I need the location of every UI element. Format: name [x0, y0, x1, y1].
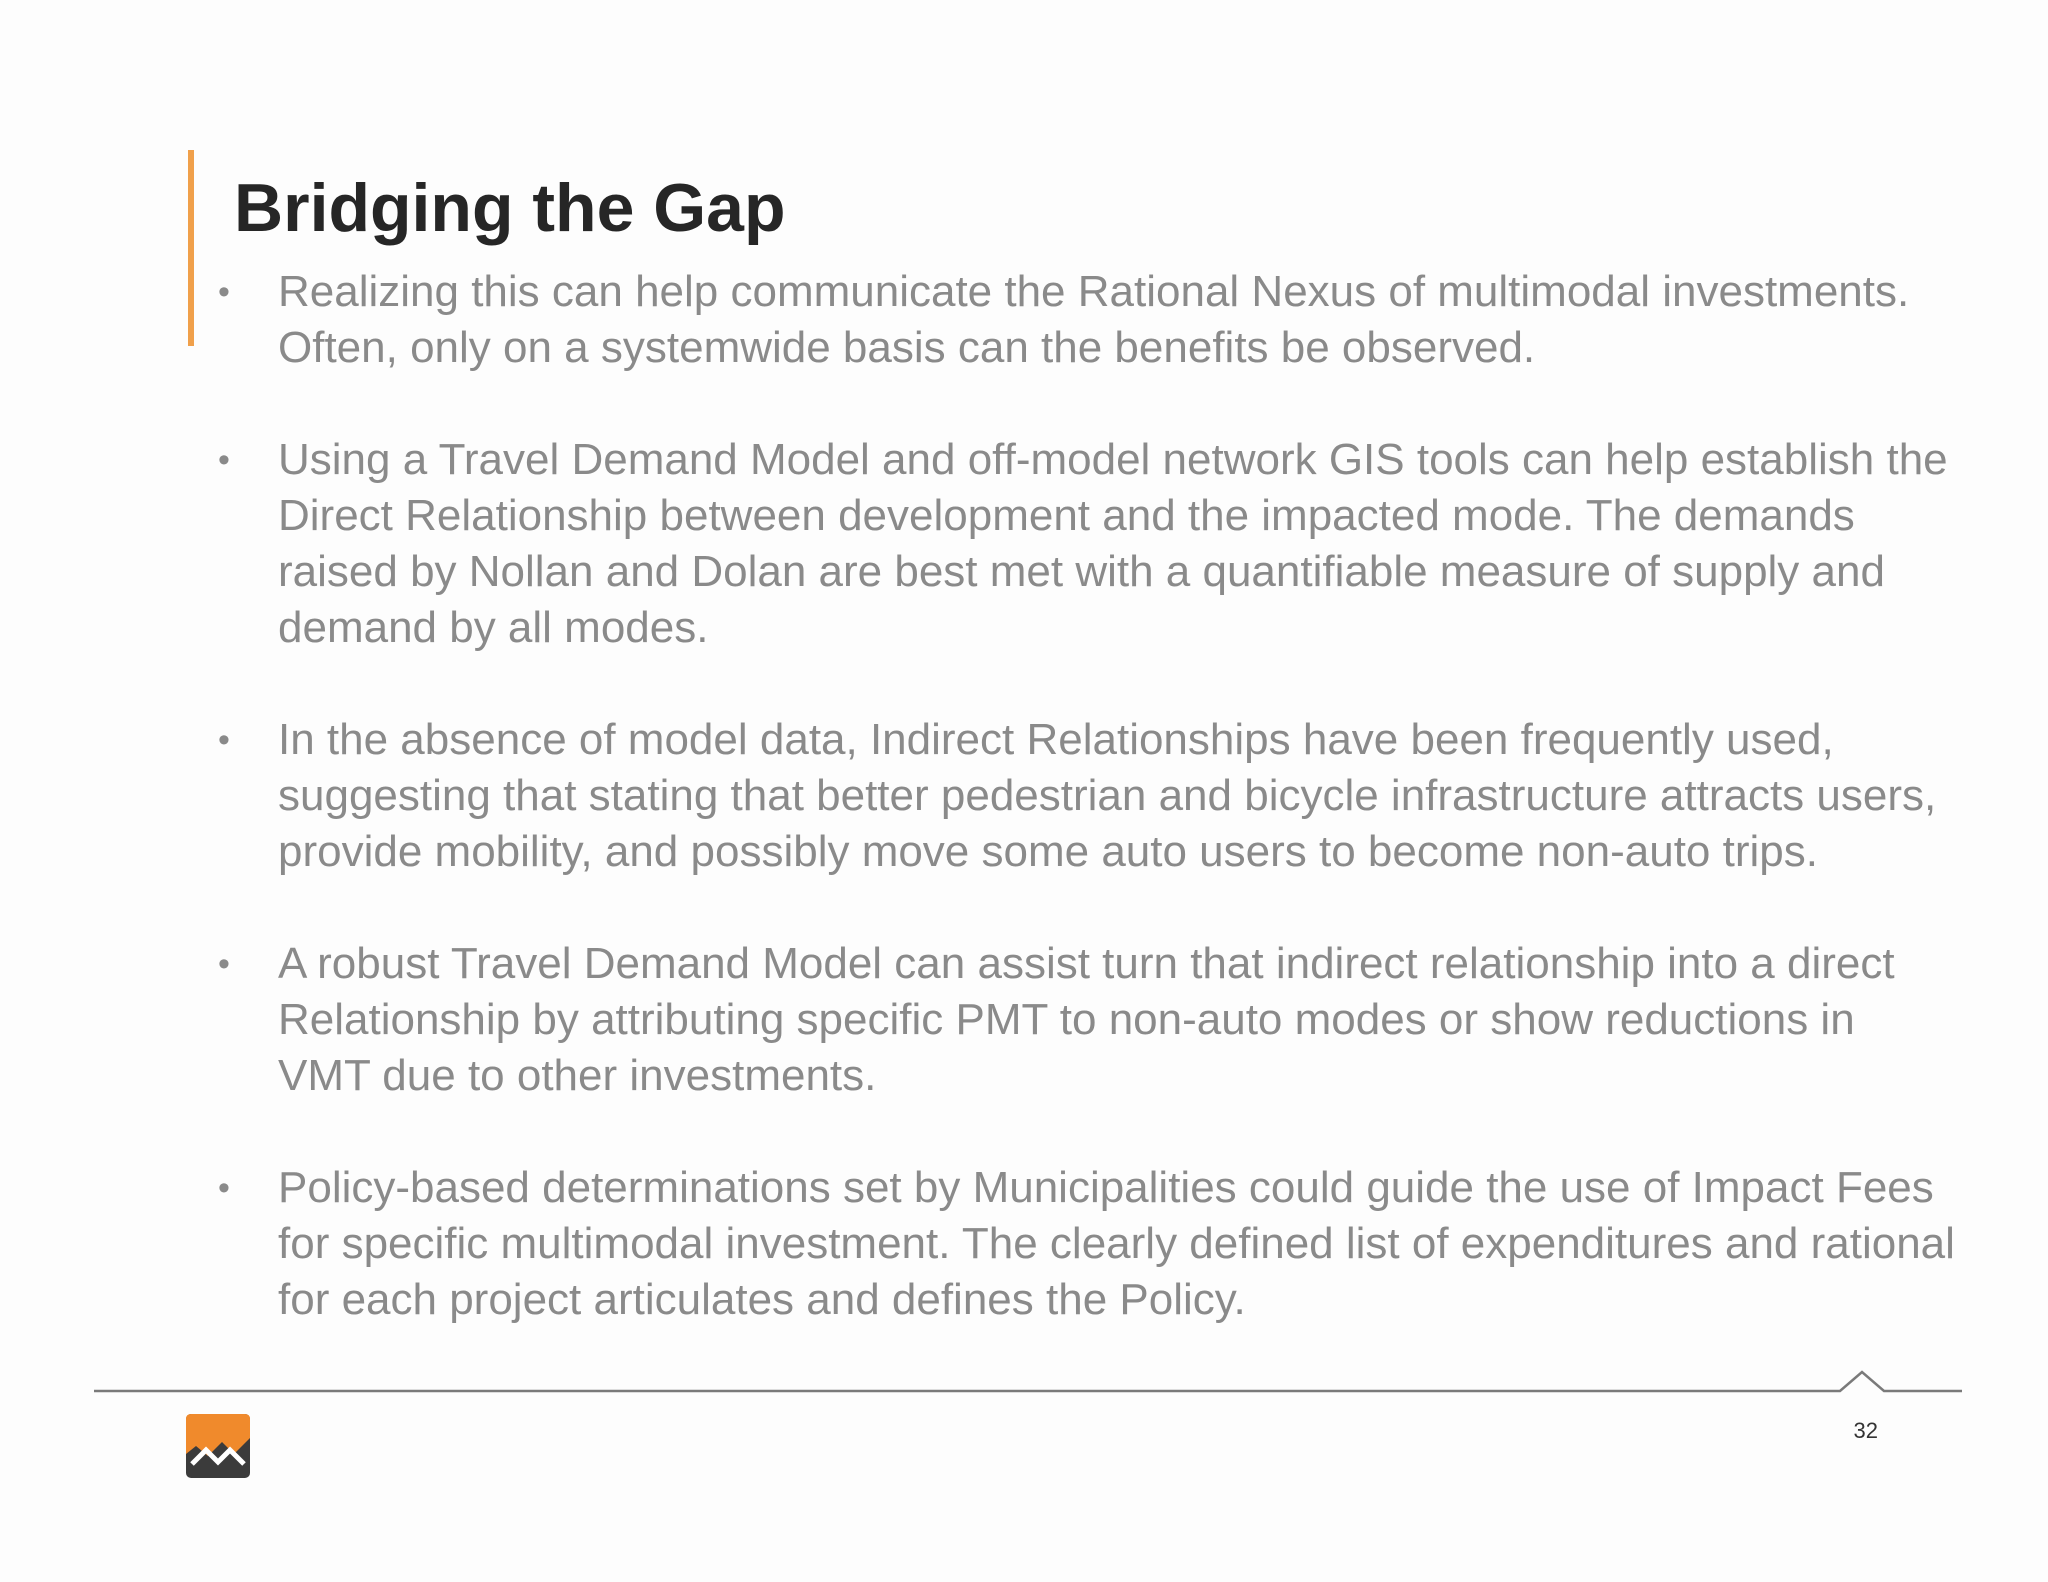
- bullet-text: Realizing this can help communicate the Rational Nexus of multimodal investments. Often, only on a systemwide basis can the benefits be observed.: [278, 267, 1910, 372]
- mountain-chart-logo-icon: [186, 1414, 250, 1478]
- page-title: Bridging the Gap: [234, 170, 786, 246]
- bullet-marker: •: [218, 945, 230, 983]
- bullet-text: In the absence of model data, Indirect Relationships have been frequently used, suggesting that stating that better pedestrian and bicycle infrastructure attracts users, provide mobility, and possibly move some auto users to become non-auto trips.: [278, 715, 1937, 876]
- bullet-list: [218, 264, 1958, 1384]
- list-item: [218, 264, 1958, 376]
- list-item: [218, 432, 1958, 656]
- bullet-text: Using a Travel Demand Model and off-model network GIS tools can help establish the Direct Relationship between development and the impacted mode. The demands raised by Nollan and Dolan are best met with a quantifiable measure of supply and demand by all modes.: [278, 435, 1948, 652]
- bullet-marker: •: [218, 273, 230, 311]
- list-item: [218, 712, 1958, 880]
- bullet-marker: •: [218, 721, 230, 759]
- list-item: [218, 936, 1958, 1104]
- page-number: 32: [1853, 1418, 1878, 1443]
- bullet-marker: •: [218, 1169, 230, 1207]
- list-item: [218, 1160, 1958, 1328]
- bullet-text: Policy-based determinations set by Municipalities could guide the use of Impact Fees for specific multimodal investment. The clearly defined list of expenditures and rational for each project articulates and defines the Policy.: [278, 1163, 1955, 1324]
- bullet-text: A robust Travel Demand Model can assist turn that indirect relationship into a direct Relationship by attributing specific PMT to non-auto modes or show reductions in VMT due to other investments.: [278, 939, 1895, 1100]
- title-accent-bar: [188, 150, 194, 346]
- bullet-marker: •: [218, 441, 230, 479]
